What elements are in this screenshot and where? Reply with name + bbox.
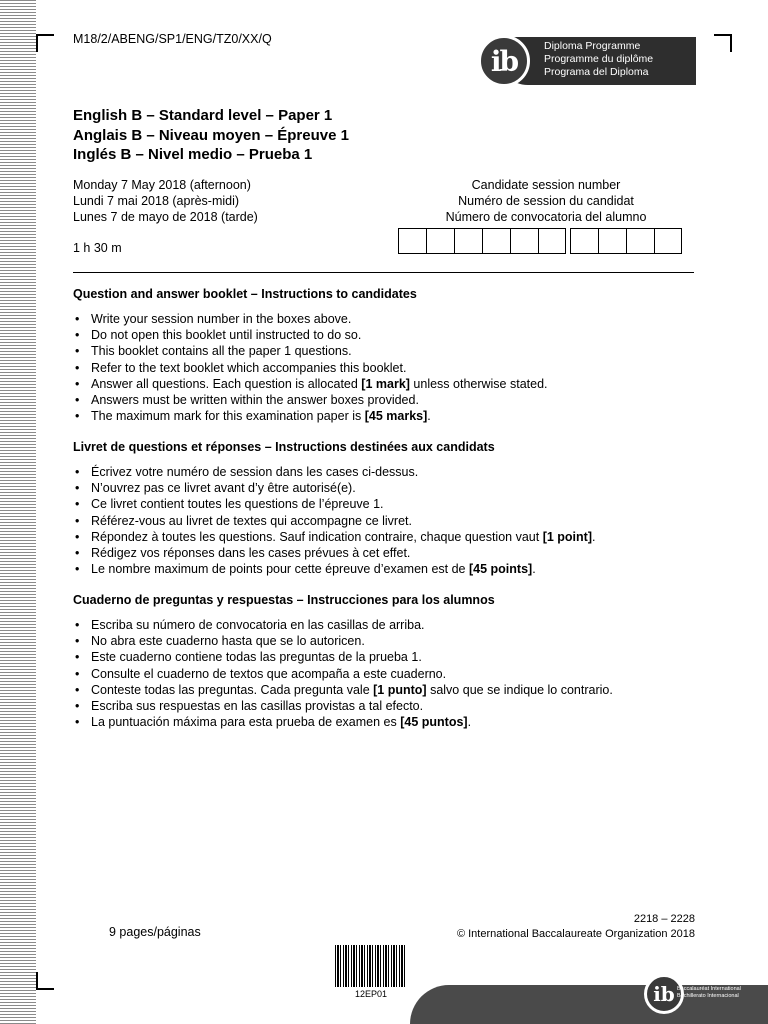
session-digit-box[interactable]: [626, 228, 654, 254]
section-heading: Question and answer booklet – Instructions to candidates: [73, 287, 417, 301]
candidate-label-english: Candidate session number: [471, 178, 621, 192]
header-divider: [73, 272, 694, 273]
list-item: • N’ouvrez pas ce livret avant d’y être autorisé(e).: [73, 480, 698, 496]
instruction-list: [73, 617, 698, 730]
list-item: • Conteste todas las preguntas. Cada pregunta vale [1 punto] salvo que se indique lo contrario.: [73, 682, 698, 698]
list-item: • Answers must be written within the answer boxes provided.: [73, 392, 698, 408]
instructions-french: [73, 440, 698, 577]
session-number-boxes: [398, 228, 682, 254]
logo-line: Diploma Programme: [544, 40, 641, 52]
candidate-label-spanish: Número de convocatoria del alumno: [445, 210, 647, 224]
instruction-list: [73, 311, 698, 424]
footer-references: [457, 912, 695, 942]
session-digit-box[interactable]: [454, 228, 482, 254]
date-english: Monday 7 May 2018 (afternoon): [73, 178, 251, 192]
list-item: • Ce livret contient toutes les questions de l’épreuve 1.: [73, 496, 698, 512]
session-digit-box[interactable]: [654, 228, 682, 254]
list-item: • Consulte el cuaderno de textos que acompaña a este cuaderno.: [73, 666, 698, 682]
list-item: • Le nombre maximum de points pour cette épreuve d’examen est de [45 points].: [73, 561, 698, 577]
section-heading: Cuaderno de preguntas y respuestas – Instrucciones para los alumnos: [73, 593, 495, 607]
list-item: • Refer to the text booklet which accompanies this booklet.: [73, 360, 698, 376]
exam-duration: 1 h 30 m: [73, 241, 122, 255]
ib-diploma-logo: [478, 35, 696, 87]
logo-line: Programa del Diploma: [544, 66, 649, 78]
logo-line: Programme du diplôme: [544, 53, 654, 65]
session-digit-box[interactable]: [398, 228, 426, 254]
session-digit-box[interactable]: [510, 228, 538, 254]
exam-dates: [73, 177, 258, 225]
barcode-icon: [335, 945, 407, 987]
page-count: 9 pages/páginas: [109, 925, 201, 939]
section-heading: Livret de questions et réponses – Instructions destinées aux candidats: [73, 440, 495, 454]
copyright-notice: © International Baccalaureate Organization 2018: [456, 928, 695, 940]
list-item: • Write your session number in the boxes above.: [73, 311, 698, 327]
session-digit-box[interactable]: [482, 228, 510, 254]
ib-logo-icon: ib: [478, 35, 530, 87]
crop-mark-top-left: [36, 34, 54, 52]
session-digit-box[interactable]: [426, 228, 454, 254]
instruction-list: [73, 464, 698, 577]
title-french: Anglais B – Niveau moyen – Épreuve 1: [73, 126, 349, 144]
list-item: • The maximum mark for this examination paper is [45 marks].: [73, 408, 698, 424]
session-digit-box[interactable]: [538, 228, 566, 254]
instructions-english: [73, 287, 698, 424]
list-item: • Do not open this booklet until instructed to do so.: [73, 327, 698, 343]
ib-footer-text: International Baccalaureate® Baccalauréat International Bachillerato Internacional: [677, 979, 749, 999]
candidate-label-french: Numéro de session du candidat: [458, 194, 634, 208]
list-item: • Rédigez vos réponses dans les cases prévues à cet effet.: [73, 545, 698, 561]
paper-titles: [73, 106, 349, 165]
paper-reference: 2218 – 2228: [633, 913, 695, 925]
date-french: Lundi 7 mai 2018 (après-midi): [73, 194, 240, 208]
list-item: • Référez-vous au livret de textes qui accompagne ce livret.: [73, 513, 698, 529]
session-digit-box[interactable]: [598, 228, 626, 254]
list-item: • Answer all questions. Each question is allocated [1 mark] unless otherwise stated.: [73, 376, 698, 392]
crop-mark-top-right: [714, 34, 732, 52]
list-item: • Este cuaderno contiene todas las preguntas de la prueba 1.: [73, 649, 698, 665]
list-item: • Répondez à toutes les questions. Sauf indication contraire, chaque question vaut [1 point].: [73, 529, 698, 545]
date-spanish: Lunes 7 de mayo de 2018 (tarde): [73, 210, 258, 224]
paper-code: M18/2/ABENG/SP1/ENG/TZ0/XX/Q: [73, 32, 272, 46]
title-spanish: Inglés B – Nivel medio – Prueba 1: [73, 146, 313, 163]
instructions-spanish: [73, 593, 698, 730]
title-english: English B – Standard level – Paper 1: [73, 107, 333, 124]
candidate-session-labels: [398, 177, 694, 225]
crop-mark-bottom-left: [36, 972, 54, 990]
logo-text: [544, 40, 653, 79]
list-item: • Escriba sus respuestas en las casillas provistas a tal efecto.: [73, 698, 698, 714]
list-item: • La puntuación máxima para esta prueba de examen es [45 puntos].: [73, 714, 698, 730]
list-item: • Écrivez votre numéro de session dans les cases ci-dessus.: [73, 464, 698, 480]
binding-edge-pattern: [0, 0, 36, 1024]
barcode-label: 12EP01: [354, 989, 388, 999]
list-item: • No abra este cuaderno hasta que se lo autoricen.: [73, 633, 698, 649]
ib-footer-logo-icon: ib: [644, 974, 684, 1014]
list-item: • This booklet contains all the paper 1 questions.: [73, 343, 698, 359]
session-digit-box[interactable]: [570, 228, 598, 254]
list-item: • Escriba su número de convocatoria en las casillas de arriba.: [73, 617, 698, 633]
